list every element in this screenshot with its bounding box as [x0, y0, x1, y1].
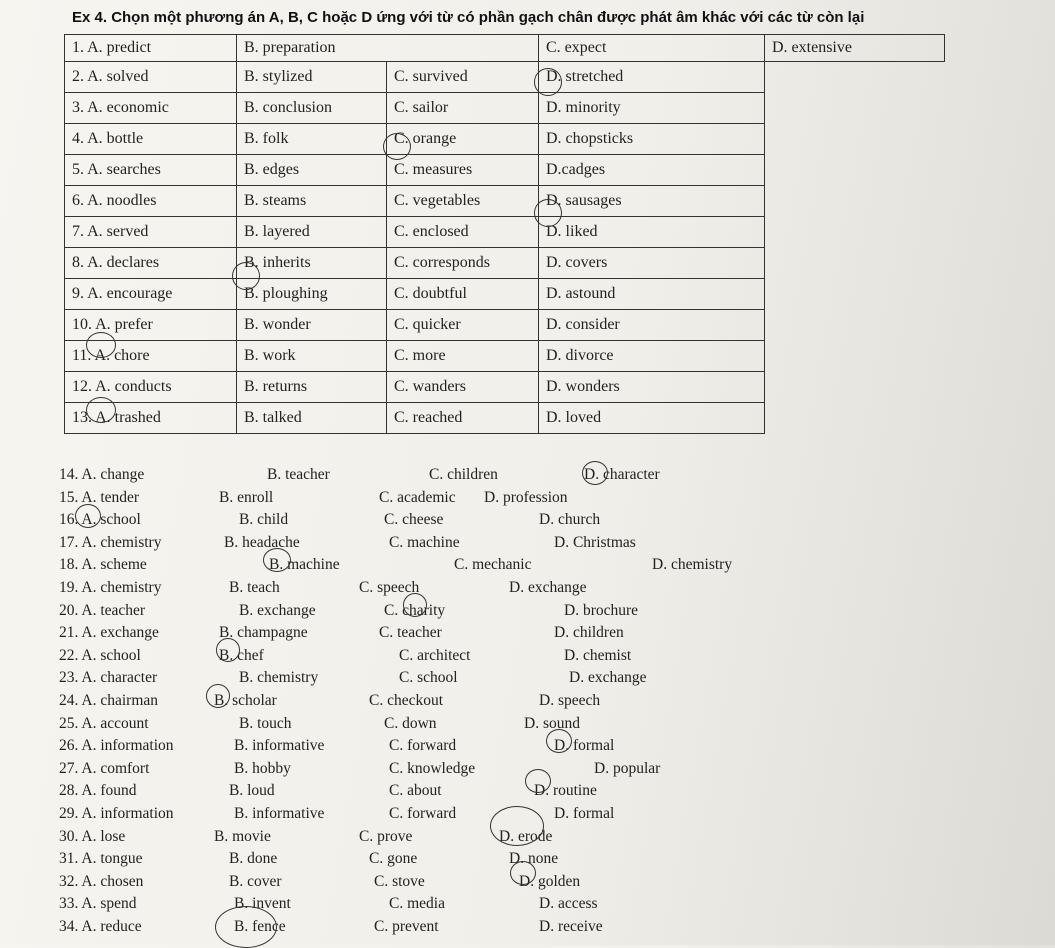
option-text: D. character [584, 466, 660, 483]
option-text: C. machine [389, 533, 460, 551]
table-cell: 1. A. predict [65, 35, 237, 62]
table-row [65, 248, 945, 279]
table-cell: 8. A. declares [65, 248, 237, 279]
option-text: B. hobby [234, 759, 291, 777]
table-cell: D. sausages [539, 186, 765, 217]
table-row [65, 279, 945, 310]
table-cell: D. divorce [539, 341, 765, 372]
option-text: 23. A. character [59, 669, 158, 687]
option-text: 15. A. tender [59, 488, 140, 506]
table-cell: C. survived [387, 62, 539, 93]
option-text: 33. A. spend [59, 895, 137, 913]
table-cell: 10. A. prefer [65, 310, 237, 341]
option-text: D. children [554, 624, 624, 642]
option-text: B. machine [269, 556, 340, 574]
table-cell: D.cadges [539, 155, 765, 186]
table-cell: D. minority [539, 93, 765, 124]
option-text: D. chemistry [652, 556, 733, 574]
option-text: B. teach [229, 578, 280, 596]
table-row [65, 186, 945, 217]
table-cell: C. measures [387, 155, 539, 186]
option-text: D. exchange [569, 669, 647, 687]
option-text: C. forward [389, 804, 457, 822]
table-row [65, 341, 945, 372]
table-cell: C. doubtful [387, 279, 539, 310]
table-cell: B. steams [237, 186, 387, 217]
option-text: 32. A. chosen [59, 872, 144, 890]
table-row [65, 35, 945, 62]
table-cell: D. chopsticks [539, 124, 765, 155]
table-cell: B. folk [237, 124, 387, 155]
option-text: D. formal [554, 804, 615, 822]
table-cell: D. extensive [765, 35, 945, 62]
option-text: B. enroll [219, 488, 274, 506]
option-text: 16. A. school [59, 511, 141, 529]
option-text: 19. A. chemistry [59, 578, 162, 596]
table-cell: C. orange [387, 124, 539, 155]
table-cell: C. sailor [387, 93, 539, 124]
option-text: B. scholar [214, 691, 277, 709]
option-text: 26. A. information [59, 737, 174, 755]
option-text: B. exchange [239, 601, 316, 619]
option-text: C. charity [384, 601, 446, 619]
option-text: B. touch [239, 714, 292, 732]
option-text: D. receive [539, 917, 603, 935]
option-text: 21. A. exchange [59, 624, 159, 642]
exercise-title: Ex 4. Chọn một phương án A, B, C hoặc D ứng với từ có phần gạch chân được phát âm khác với các từ còn lại [72, 9, 865, 26]
option-text: C. about [389, 782, 442, 800]
table-row [65, 93, 945, 124]
option-text: 14. A. change [59, 466, 145, 483]
option-text: 29. A. information [59, 804, 174, 822]
option-text: B. informative [234, 737, 325, 755]
table-cell: D. stretched [539, 62, 765, 93]
option-text: C. knowledge [389, 759, 476, 777]
option-text: B. invent [234, 895, 291, 913]
table-cell: B. wonder [237, 310, 387, 341]
option-text: B. cover [229, 872, 282, 890]
table-cell: B. conclusion [237, 93, 387, 124]
option-text: C. cheese [384, 511, 444, 529]
table-cell: 12. A. conducts [65, 372, 237, 403]
option-text: 28. A. found [59, 782, 137, 800]
option-text: C. architect [399, 646, 471, 664]
table-cell: C. reached [387, 403, 539, 434]
table-row [65, 62, 945, 93]
option-text: D. golden [519, 872, 581, 890]
option-text: D. sound [524, 714, 580, 732]
table-cell: C. more [387, 341, 539, 372]
option-text: C. mechanic [454, 556, 532, 574]
option-text: D. erode [499, 827, 553, 845]
option-text: D. brochure [564, 601, 639, 619]
option-text: 17. A. chemistry [59, 533, 162, 551]
option-text: D. popular [594, 759, 661, 777]
option-text: C. checkout [369, 691, 444, 709]
option-text: 27. A. comfort [59, 759, 150, 777]
option-text: C. school [399, 669, 458, 687]
table-cell: C. wanders [387, 372, 539, 403]
option-text: B. chemistry [239, 669, 319, 687]
option-text: B. informative [234, 804, 325, 822]
option-text: 18. A. scheme [59, 556, 147, 574]
table-cell: 2. A. solved [65, 62, 237, 93]
table-cell: C. enclosed [387, 217, 539, 248]
option-text: D. formal [554, 737, 615, 755]
table-cell: 13. A. trashed [65, 403, 237, 434]
table-cell: 9. A. encourage [65, 279, 237, 310]
table-cell: C. quicker [387, 310, 539, 341]
option-text: 24. A. chairman [59, 691, 159, 709]
option-text: 20. A. teacher [59, 601, 146, 619]
table-row [65, 217, 945, 248]
option-text: 34. A. reduce [59, 917, 142, 935]
option-text: D. church [539, 511, 601, 529]
option-text: D. chemist [564, 646, 632, 664]
table-cell: D. liked [539, 217, 765, 248]
option-text: C. gone [369, 850, 418, 868]
option-text: B. headache [224, 533, 300, 551]
option-text: B. movie [214, 827, 271, 845]
option-text: C. children [429, 466, 498, 483]
option-text: C. down [384, 714, 437, 732]
option-text: B. teacher [267, 466, 330, 483]
option-text: 30. A. lose [59, 827, 126, 845]
option-text: D. profession [484, 488, 568, 506]
table-cell: 11. A. chore [65, 341, 237, 372]
option-text: C. teacher [379, 624, 442, 642]
option-text: 31. A. tongue [59, 850, 143, 868]
table-cell: B. inherits [237, 248, 387, 279]
table-cell: 3. A. economic [65, 93, 237, 124]
option-text: D. exchange [509, 578, 587, 596]
table-cell: C. expect [539, 35, 765, 62]
table-row [65, 372, 945, 403]
table-cell: 6. A. noodles [65, 186, 237, 217]
table-cell: B. edges [237, 155, 387, 186]
table-cell: D. loved [539, 403, 765, 434]
option-text: B. child [239, 511, 289, 529]
option-text: C. prove [359, 827, 413, 845]
option-text: C. speech [359, 578, 420, 596]
table-cell: D. astound [539, 279, 765, 310]
option-text: B. fence [234, 917, 286, 935]
option-text: D. routine [534, 782, 597, 800]
table-cell: B. layered [237, 217, 387, 248]
option-text: C. academic [379, 488, 456, 506]
table-cell: B. ploughing [237, 279, 387, 310]
option-text: B. done [229, 850, 278, 868]
option-text: C. prevent [374, 917, 439, 935]
option-text: D. none [509, 850, 559, 868]
table-cell: 7. A. served [65, 217, 237, 248]
table-cell: 5. A. searches [65, 155, 237, 186]
table-cell: D. covers [539, 248, 765, 279]
option-text: C. forward [389, 737, 457, 755]
table-row [65, 310, 945, 341]
table-row [65, 155, 945, 186]
table-cell: B. talked [237, 403, 387, 434]
exercise-table [64, 34, 945, 434]
option-text: D. access [539, 895, 598, 913]
table-cell: C. vegetables [387, 186, 539, 217]
option-text: B. loud [229, 782, 275, 800]
table-row [65, 403, 945, 434]
table-cell: B. work [237, 341, 387, 372]
table-cell: D. consider [539, 310, 765, 341]
option-text: C. stove [374, 872, 425, 890]
table-row [65, 124, 945, 155]
table-cell: C. corresponds [387, 248, 539, 279]
option-text: D. speech [539, 691, 601, 709]
table-cell: 4. A. bottle [65, 124, 237, 155]
option-text: D. Christmas [554, 533, 636, 551]
option-text: 25. A. account [59, 714, 149, 732]
table-cell: D. wonders [539, 372, 765, 403]
option-text: B. champagne [219, 624, 308, 642]
option-text: C. media [389, 895, 445, 913]
table-cell: B. stylized [237, 62, 387, 93]
table-cell: B. preparation [237, 35, 539, 62]
table-cell: B. returns [237, 372, 387, 403]
option-text: 22. A. school [59, 646, 141, 664]
option-text: B. chef [219, 646, 264, 664]
